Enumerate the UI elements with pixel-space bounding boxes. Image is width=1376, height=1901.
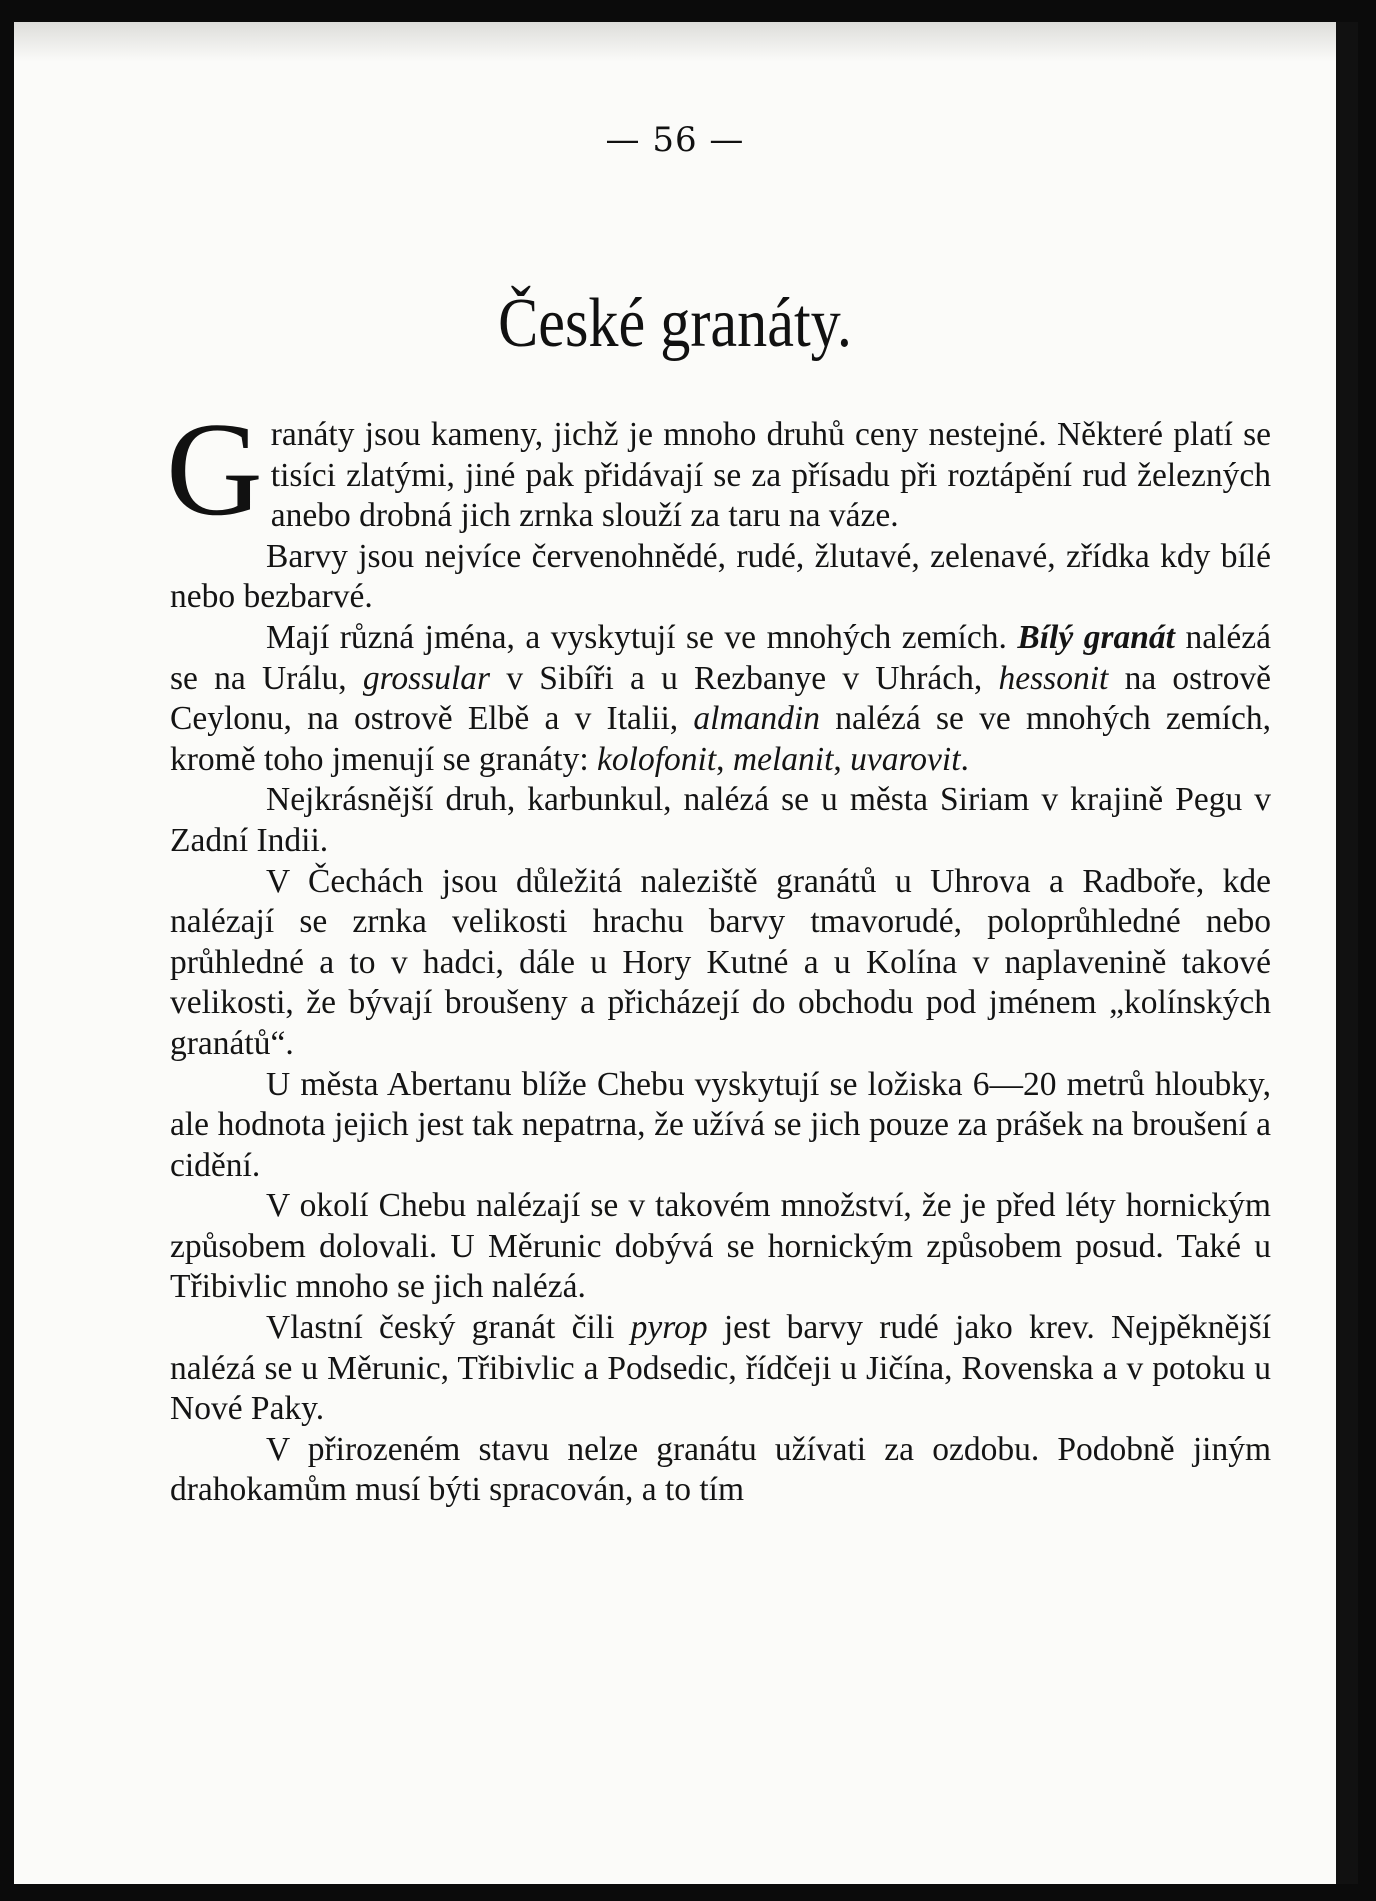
p3-text-a: Mají různá jména, a vyskytují se ve mnohých zemích. — [266, 618, 1007, 656]
term-almandin: almandin — [693, 700, 820, 738]
drop-cap: G — [166, 395, 263, 543]
term-pyrop: pyrop — [630, 1309, 708, 1347]
page-number: — 56 — — [605, 120, 745, 160]
paragraph-1 — [166, 395, 1271, 543]
p3-text-d: na ostrově Ceylonu, na ostrově Elbě a v Italii, — [170, 659, 1272, 738]
p8-text-b: jest barvy rudé jako krev. Nejpěknější nalézá se u Měrunic, Třibivlic a Podsedic, řídčeji u Jičína, Rovenska a v potoku u Nové Paky. — [170, 1309, 1272, 1428]
p3-text-c: v Sibíři a u Rezbanye v Uhrách, — [506, 659, 983, 697]
p3-text-b: nalézá se na Urálu, — [170, 618, 1272, 697]
paragraph-2: Barvy jsou nejvíce červenohnědé, rudé, žlutavé, zelenavé, zřídka kdy bílé nebo bezbarvé. — [170, 537, 1271, 616]
book-page — [14, 22, 1358, 1884]
term-bily-granat: Bílý granát — [1017, 618, 1175, 656]
term-kolofonit: kolofonit — [597, 740, 717, 778]
scan-edge — [14, 22, 1336, 62]
chapter-title: České granáty. — [498, 285, 852, 362]
paragraph-9: V přirozeném stavu nelze granátu užívati za ozdobu. Podobně jiným drahokamům musí býti spracován, a to tím — [170, 1430, 1271, 1509]
paragraph-3: Mají různá jména, a vyskytují se ve mnohých zemích. Bílý granát nalézá se na Urálu, grossular v Sibíři a u Rezbanye v Uhrách, hessonit na ostrově Ceylonu, na ostrově Elbě a v Italii, almandin nalézá se ve mnohých zemích, kromě toho jmenují se granáty: kolofonit, melanit, uvarovit. — [170, 618, 1272, 778]
term-hessonit: hessonit — [998, 659, 1109, 697]
paragraph-7: V okolí Chebu nalézají se v takovém množství, že je před léty hornickým způsobem dolovali. U Měrunic dobývá se hornickým způsobem posud. Také u Třibivlic mnoho se jich nalézá. — [170, 1187, 1271, 1306]
term-melanit: melanit — [732, 740, 834, 778]
term-grossular: grossular — [362, 659, 491, 697]
paragraph-8 — [170, 1308, 1271, 1430]
term-uvarovit: uvarovit — [850, 740, 961, 778]
body-text — [166, 395, 1272, 1511]
page-spine-edge — [1336, 22, 1358, 1884]
p8-text-a: Vlastní český granát čili — [266, 1309, 615, 1347]
paragraph-5: V Čechách jsou důležitá naleziště granátů u Uhrova a Radboře, kde nalézají se zrnka velikosti hrachu barvy tmavorudé, poloprůhledné nebo průhledné a to v hadci, dále u Hory Kutné a u Kolína v naplavenině takové velikosti, že bývají broušeny a přicházejí do obchodu pod jménem „kolínských granátů“. — [170, 862, 1271, 1062]
paragraph-1-text: ranáty jsou kameny, jichž je mnoho druhů ceny nestejné. Některé platí se tisíci zlatými, jiné pak přidávají se za přísadu při roztápění rud železných anebo drobná jich zrnka slouží za taru na váze. — [270, 416, 1271, 535]
paragraph-6: U města Abertanu blíže Chebu vyskytují se ložiska 6—20 metrů hloubky, ale hodnota jejich jest tak nepatrna, že užívá se jich pouze za prášek na broušení a cidění. — [170, 1065, 1271, 1184]
p3-text-e: nalézá se ve mnohých zemích, kromě toho jmenují se granáty: — [170, 700, 1271, 778]
paragraph-4: Nejkrásnější druh, karbunkul, nalézá se u města Siriam v krajině Pegu v Zadní Indii. — [170, 781, 1271, 859]
